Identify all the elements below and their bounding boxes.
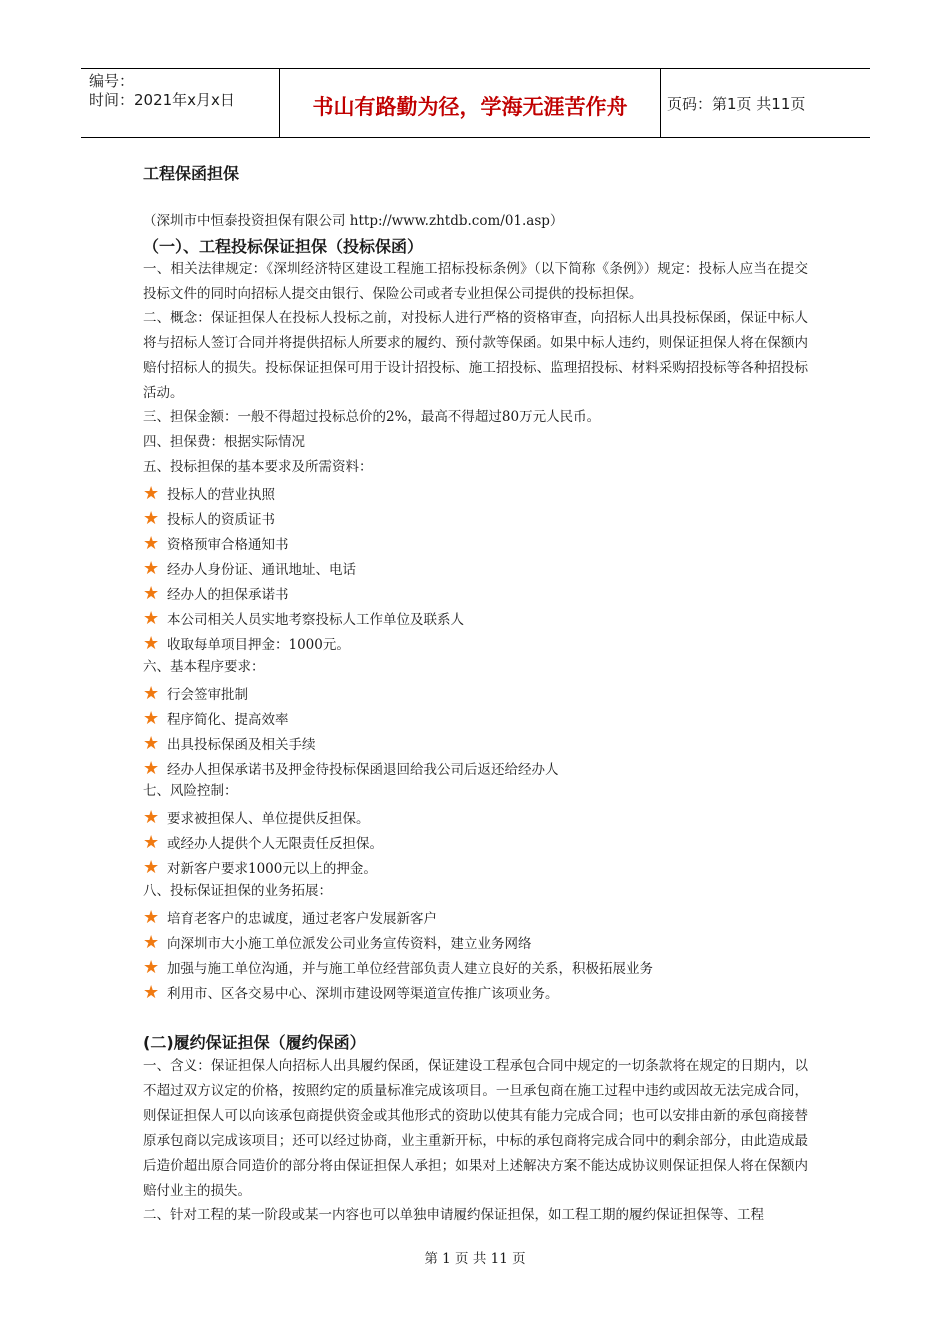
page-footer: 第 1 页 共 11 页 — [424, 1251, 526, 1267]
list-item: ★ 加强与施工单位沟通，并与施工单位经营部负责人建立良好的关系，积极拓展业务 — [143, 957, 653, 978]
section1-heading: （一）、工程投标保证担保（投标保函） — [143, 237, 424, 256]
star-icon: ★ — [143, 683, 160, 704]
section1-line6: 六、基本程序要求： — [143, 659, 265, 675]
header-motto-cell — [280, 69, 661, 137]
section1-line5: 五、投标担保的基本要求及所需资料： — [143, 459, 373, 475]
doc-title: 工程保函担保 — [143, 164, 240, 183]
section1-line3: 三、担保金额：一般不得超过投标总价的2%，最高不得超过80万元人民币。 — [143, 409, 601, 425]
section2-heading: (二)履约保证担保（履约保函） — [143, 1033, 366, 1052]
star-icon: ★ — [143, 608, 160, 629]
star-icon: ★ — [143, 558, 160, 579]
time-label: 时间：2021年x月x日 — [89, 91, 235, 109]
number-label: 编号： — [89, 72, 135, 90]
page-header — [81, 68, 870, 138]
list-item: ★ 要求被担保人、单位提供反担保。 — [143, 807, 370, 828]
list-item: ★ 收取每单项目押金：1000元。 — [143, 633, 350, 654]
star-icon: ★ — [143, 907, 160, 928]
list-item: ★ 资格预审合格通知书 — [143, 533, 289, 554]
list-item: ★ 本公司相关人员实地考察投标人工作单位及联系人 — [143, 608, 464, 629]
header-page-cell — [661, 69, 870, 137]
star-icon: ★ — [143, 533, 160, 554]
section1-line8: 八、投标保证担保的业务拓展： — [143, 883, 332, 899]
star-icon: ★ — [143, 807, 160, 828]
list-item: ★ 经办人担保承诺书及押金待投标保函退回给我公司后返还给经办人 — [143, 758, 559, 779]
list-item: ★ 利用市、区各交易中心、深圳市建设网等渠道宣传推广该项业务。 — [143, 982, 559, 1003]
list-item: ★ 投标人的营业执照 — [143, 483, 275, 504]
section1-para2: 二、概念：保证担保人在投标人投标之前，对投标人进行严格的资格审查，向招标人出具投标保函，保证中标人将与招标人签订合同并将提供招标人所要求的履约、预付款等保函。如果中标人违约，则保证担保人将在保额内赔付招标人的损失。投标保证担保可用于设计招投标、施工招投标、监理招投标、材料采购招投标等各种招投标活动。 — [143, 310, 808, 401]
section1-line4: 四、担保费：根据实际情况 — [143, 434, 305, 450]
section2-para1: 一、含义：保证担保人向招标人出具履约保函，保证建设工程承包合同中规定的一切条款将在规定的日期内，以不超过双方议定的价格，按照约定的质量标准完成该项目。一旦承包商在施工过程中违约或因故无法完成合同，则保证担保人可以向该承包商提供资金或其他形式的资助以使其有能力完成合同；也可以安排由新的承包商接替原承包商以完成该项目；还可以经过协商，业主重新开标，中标的承包商将完成合同中的剩余部分，由此造成最后造价超出原合同造价的部分将由保证担保人承担；如果对上述解决方案不能达成协议则保证担保人将在保额内赔付业主的损失。 — [143, 1058, 808, 1199]
page-info: 页码：第1页 共11页 — [667, 95, 806, 113]
list-item: ★ 向深圳市大小施工单位派发公司业务宣传资料，建立业务网络 — [143, 932, 532, 953]
list-item: ★ 经办人的担保承诺书 — [143, 583, 289, 604]
star-icon: ★ — [143, 508, 160, 529]
list-item: ★ 培育老客户的忠诚度，通过老客户发展新客户 — [143, 907, 437, 928]
star-icon: ★ — [143, 633, 160, 654]
list-item: ★ 经办人身份证、通讯地址、电话 — [143, 558, 356, 579]
star-icon: ★ — [143, 957, 160, 978]
star-icon: ★ — [143, 857, 160, 878]
star-icon: ★ — [143, 832, 160, 853]
list-item: ★ 行会签审批制 — [143, 683, 248, 704]
star-icon: ★ — [143, 758, 160, 779]
star-icon: ★ — [143, 708, 160, 729]
list-item: ★ 对新客户要求1000元以上的押金。 — [143, 857, 377, 878]
star-icon: ★ — [143, 982, 160, 1003]
header-meta-cell — [81, 69, 280, 137]
star-icon: ★ — [143, 932, 160, 953]
motto: 书山有路勤为径，学海无涯苦作舟 — [312, 95, 628, 119]
star-icon: ★ — [143, 483, 160, 504]
star-icon: ★ — [143, 733, 160, 754]
section2-para2: 二、针对工程的某一阶段或某一内容也可以单独申请履约保证担保，如工程工期的履约保证担保等、工程 — [143, 1207, 764, 1223]
list-item: ★ 出具投标保函及相关手续 — [143, 733, 316, 754]
list-item: ★ 投标人的资质证书 — [143, 508, 275, 529]
list-item: ★ 程序简化、提高效率 — [143, 708, 289, 729]
section1-line7: 七、风险控制： — [143, 783, 238, 799]
source-line: （深圳市中恒泰投资担保有限公司 http://www.zhtdb.com/01.asp） — [143, 213, 564, 229]
section1-para1: 一、相关法律规定：《深圳经济特区建设工程施工招标投标条例》（以下简称《条例》）规定：投标人应当在提交投标文件的同时向招标人提交由银行、保险公司或者专业担保公司提供的投标担保。 — [143, 261, 808, 302]
star-icon: ★ — [143, 583, 160, 604]
list-item: ★ 或经办人提供个人无限责任反担保。 — [143, 832, 383, 853]
